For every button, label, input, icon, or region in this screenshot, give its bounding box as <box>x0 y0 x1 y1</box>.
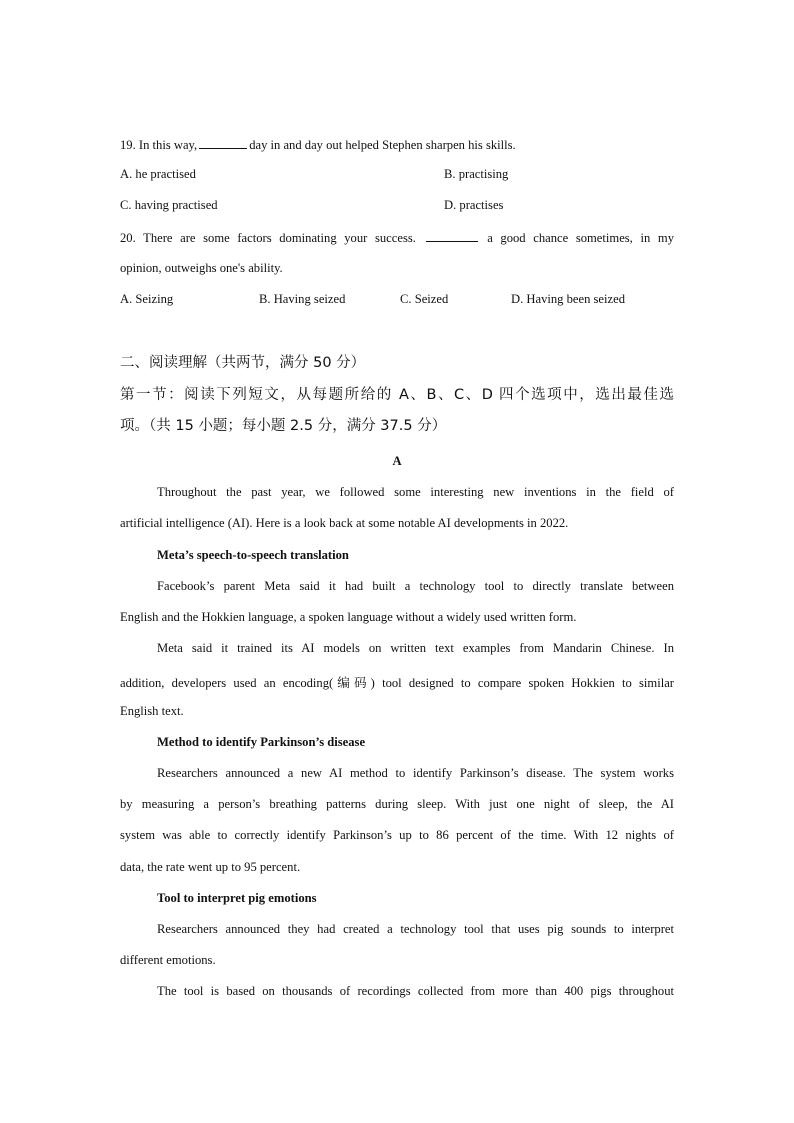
paragraph-2-line1: Meta said it trained its AI models on written text examples from Mandarin Chinese. In <box>157 641 674 655</box>
paragraph-3-line4: data, the rate went up to 95 percent. <box>120 860 301 874</box>
answer-blank <box>426 229 478 242</box>
subheading-pig-emotions: Tool to interpret pig emotions <box>157 891 317 905</box>
question-19-stem <box>120 136 674 153</box>
question-20-option-c: C. Seized <box>400 292 449 306</box>
paragraph-2-line3: English text. <box>120 704 184 718</box>
document-page <box>120 0 674 1123</box>
paragraph-1-line2: English and the Hokkien language, a spoken language without a widely used written form. <box>120 610 577 624</box>
passage-letter: A <box>392 454 402 468</box>
paragraph-2-line2: addition, developers used an encoding(编码) tool designed to compare spoken Hokkien to similar <box>120 676 674 690</box>
paragraph-1-line1: Facebook’s parent Meta said it had built a technology tool to directly translate between <box>157 579 674 593</box>
paragraph-5-line1: The tool is based on thousands of recordings collected from more than 400 pigs throughout <box>157 984 674 998</box>
question-20-option-d: D. Having been seized <box>511 292 626 306</box>
section-instruction-line2: 项。（共 15 小题；每小题 2.5 分，满分 37.5 分） <box>120 418 447 434</box>
intro-line2: artificial intelligence (AI). Here is a look back at some notable AI developments in 2022. <box>120 516 569 530</box>
paragraph-4-line1: Researchers announced they had created a technology tool that uses pig sounds to interpret <box>157 922 674 936</box>
question-19-option-a: A. he practised <box>120 167 196 181</box>
question-19-option-c: C. having practised <box>120 198 218 212</box>
answer-blank <box>199 136 247 149</box>
section-instruction-line1: 第一节：阅读下列短文，从每题所给的 A、B、C、D 四个选项中，选出最佳选 <box>120 387 674 403</box>
section-heading: 二、阅读理解（共两节，满分 50 分） <box>120 355 366 371</box>
question-19-option-b: B. practising <box>444 167 509 181</box>
question-20-stem-end: a good chance sometimes, in my <box>487 231 674 245</box>
question-19-stem-start: 19. In this way, <box>120 138 198 152</box>
intro-line1: Throughout the past year, we followed some interesting new inventions in the field of <box>157 485 674 499</box>
subheading-meta-translation: Meta’s speech-to-speech translation <box>157 548 349 562</box>
subheading-parkinsons: Method to identify Parkinson’s disease <box>157 735 366 749</box>
question-20-stem <box>120 229 674 246</box>
paragraph-3-line1: Researchers announced a new AI method to identify Parkinson’s disease. The system works <box>157 766 674 780</box>
paragraph-4-line2: different emotions. <box>120 953 216 967</box>
question-20-option-b: B. Having seized <box>259 292 346 306</box>
question-19-option-d: D. practises <box>444 198 504 212</box>
question-19-stem-end: day in and day out helped Stephen sharpen his skills. <box>249 138 516 152</box>
paragraph-3-line2: by measuring a person’s breathing patterns during sleep. With just one night of sleep, the AI <box>120 797 674 811</box>
question-20-stem-line2: opinion, outweighs one's ability. <box>120 261 283 275</box>
question-20-option-a: A. Seizing <box>120 292 174 306</box>
question-20-stem-start: 20. There are some factors dominating your success. <box>120 231 416 245</box>
paragraph-3-line3: system was able to correctly identify Parkinson’s up to 86 percent of the time. With 12 nights of <box>120 828 674 842</box>
